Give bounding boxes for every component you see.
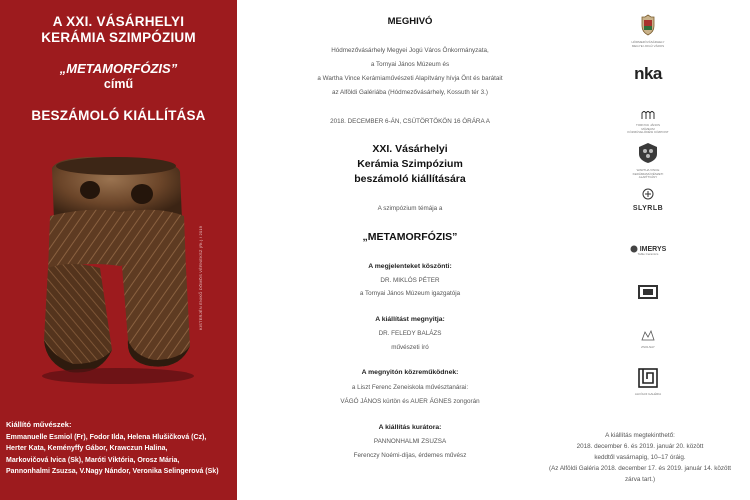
info-line: zárva tart.): [624, 476, 656, 483]
nka-logo-icon: [622, 64, 674, 84]
viewing-info: [530, 430, 750, 485]
logo-caption: KERÁMIAMŰVÉSZETI: [632, 171, 664, 176]
poster-title-line1: A XXI. VÁSÁRHELYI: [52, 14, 185, 29]
logo-caption: MÚZEUM: [641, 126, 655, 131]
logo-caption: MEGYEI JOGÚ VÁROS: [631, 43, 665, 48]
coat-of-arms-icon: [622, 14, 674, 48]
logo-caption: ALFÖLDI GALÉRIA: [634, 392, 662, 396]
greeting-role: a Tornyai János Múzeum igazgatója: [359, 290, 461, 297]
invitation-header: MEGHIVÓ: [387, 16, 433, 27]
photo-credit: KISTERJÉN ENIKŐ DÖMÖS VÉRNEKSZ (Rt.) / 2019: [198, 225, 203, 330]
logo-caption: KÖZMŰVELŐDÉSI KÖZPONT: [627, 130, 669, 135]
info-line: keddtől vasárnapig, 10–17 óráig.: [594, 454, 686, 461]
curator-title: A kiállítás kurátora:: [378, 424, 442, 431]
performers-line: a Liszt Ferenc Zeneiskola művésztanárai:: [351, 384, 469, 391]
artists-line: Emmanuelle Esmiol (Fr), Fodor Ilda, Helena Hlušičková (Cz),: [6, 434, 207, 441]
opening-name: DR. FELEDY BALÁZS: [378, 330, 442, 337]
foundation-crest-icon: [622, 142, 674, 180]
zsolnay-logo-icon: [622, 328, 674, 350]
poster-theme-title: „METAMORFÓZIS”: [59, 61, 178, 76]
performers-line: VÁGÓ JÁNOS kürtön és AUER ÁGNES zongorán: [340, 398, 480, 405]
artists-line: Markovičová Ivica (Sk), Maróti Viktória, Orosz Mária,: [6, 456, 180, 464]
artists-list: [6, 432, 231, 478]
opening-title: A kiállítást megnyitja:: [375, 316, 445, 323]
maze-logo-icon: [622, 368, 674, 397]
info-line: (Az Alföldi Galéria 2018. december 17. és 2019. január 14. között: [548, 465, 732, 472]
box-logo-icon: [622, 285, 674, 304]
poster-panel: [0, 0, 237, 500]
museum-logo-icon: [622, 106, 674, 135]
poster-exhibition-line: BESZÁMOLÓ KIÁLLÍTÁSA: [31, 108, 206, 123]
logo-caption: Table Ceramics: [637, 252, 659, 256]
logo-caption: WARTHA VINCE: [636, 168, 660, 172]
artists-line: Herter Kata, Keményffy Gábor, Krawczun Halina,: [6, 445, 168, 453]
slyrlb-logo-icon: [622, 187, 674, 212]
intro-line: a Wartha Vince Kerámiaművészeti Alapítvány hívja Önt és barátait: [317, 75, 503, 82]
logo-caption: ALAPÍTVÁNY: [638, 175, 658, 180]
theme-intro: A szimpózium témája a: [377, 205, 443, 212]
invitation-text: [255, 0, 565, 500]
poster-theme-suffix: című: [103, 77, 134, 91]
event-line: beszámoló kiállítására: [354, 173, 466, 185]
curator-name: PANNONHALMI ZSUZSA: [373, 438, 447, 445]
date-line: 2018. DECEMBER 6-ÁN, CSÜTÖRTÖKÖN 16 ÓRÁRA A: [330, 118, 490, 125]
greeting-title: A megjelenteket köszönti:: [368, 263, 452, 270]
opening-role: művészeti író: [391, 344, 429, 351]
ceramic-sculpture-image: [30, 150, 200, 390]
slyrlb-logo-text: SLYRLB: [632, 205, 664, 212]
logo-caption: ZSOLNAY: [641, 345, 655, 349]
logo-caption: TORNYAI JÁNOS: [636, 123, 660, 127]
imerys-logo-icon: [622, 245, 674, 257]
curator-role: Ferenczy Noémi-díjas, érdemes művész: [353, 452, 467, 459]
performers-title: A megnyitón közreműködnek:: [361, 369, 459, 376]
intro-line: a Tornyai János Múzeum és: [370, 61, 450, 68]
poster-title-line2: KERÁMIA SZIMPÓZIUM: [41, 30, 196, 45]
imerys-logo-text: IMERYS: [639, 245, 667, 253]
artists-title: Kiállító művészek:: [6, 420, 72, 429]
greeting-name: DR. MIKLÓS PÉTER: [380, 277, 440, 284]
event-line: XXI. Vásárhelyi: [372, 143, 448, 155]
intro-line: az Alföldi Galériába (Hódmezővásárhely, Kossuth tér 3.): [332, 89, 488, 96]
artists-line: Pannonhalmi Zsuzsa, V.Nagy Nándor, Veronika Selingerová (Sk): [6, 468, 219, 476]
intro-line: Hódmezővásárhely Megyei Jogú Város Önkormányzata,: [331, 47, 489, 54]
theme-title: „METAMORFÓZIS”: [362, 231, 458, 243]
event-line: Kerámia Szimpózium: [357, 158, 463, 170]
logo-caption: HÓDMEZŐVÁSÁRHELY: [631, 40, 665, 44]
info-line: A kiállítás megtekinthető:: [605, 432, 675, 439]
nka-logo-text: nka: [634, 64, 662, 83]
info-line: 2018. december 6. és 2019. január 20. között: [576, 443, 704, 450]
